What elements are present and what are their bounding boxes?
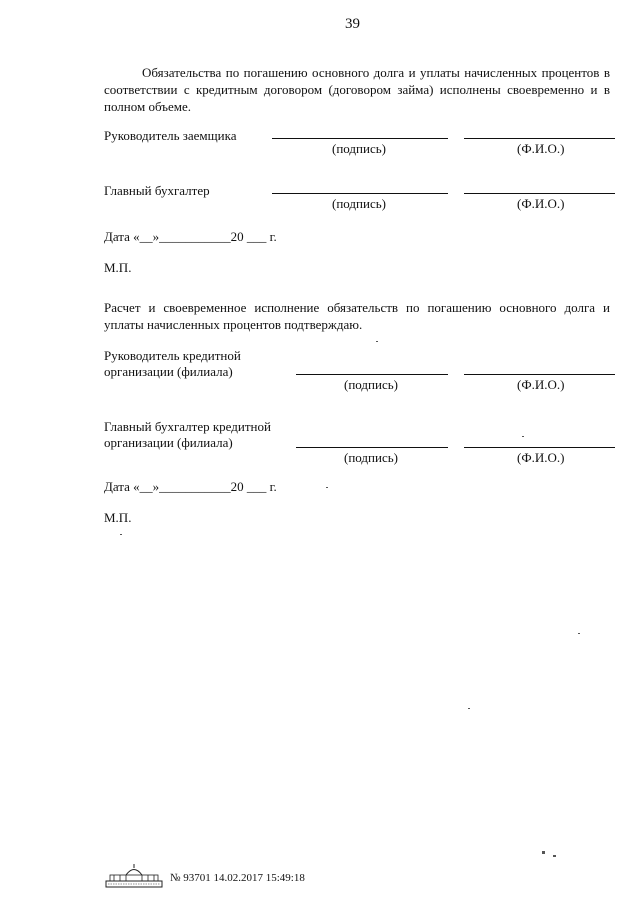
name-caption: (Ф.И.О.) (517, 450, 565, 465)
signature-caption: (подпись) (344, 377, 398, 392)
name-caption: (Ф.И.О.) (517, 141, 565, 156)
scan-speck (578, 633, 580, 634)
confirmation-paragraph: Расчет и своевременное исполнение обязательств по погашению основного долга и уплаты начисленных процентов подтверждаю. (104, 300, 610, 332)
scan-speck (522, 436, 524, 437)
bank-accountant-signature-line (296, 447, 448, 448)
borrower-seal-mark: М.П. (104, 260, 132, 275)
borrower-head-name-line (464, 138, 615, 139)
bank-date-line: Дата «__»___________20 ___ г. (104, 479, 277, 494)
obligations-paragraph: Обязательства по погашению основного долга и уплаты начисленных процентов в соответствии с кредитным договором (договором займа) исполнены своевременно и в полном объеме. (104, 65, 610, 114)
bank-accountant-name-line (464, 447, 615, 448)
scan-speck (542, 851, 545, 854)
borrower-head-signature-line (272, 138, 448, 139)
name-caption: (Ф.И.О.) (517, 196, 565, 211)
bank-accountant-label-line2: организации (филиала) (104, 435, 233, 450)
signature-caption: (подпись) (344, 450, 398, 465)
scan-speck (553, 855, 556, 857)
scan-speck (120, 534, 122, 535)
bank-seal-mark: М.П. (104, 510, 132, 525)
document-stamp-number: № 93701 14.02.2017 15:49:18 (170, 872, 305, 884)
page-number: 39 (345, 16, 360, 32)
building-stamp-icon (104, 862, 164, 888)
borrower-accountant-name-line (464, 193, 615, 194)
signature-caption: (подпись) (332, 141, 386, 156)
bank-accountant-label-line1: Главный бухгалтер кредитной (104, 419, 271, 434)
scan-speck (468, 708, 470, 709)
borrower-accountant-signature-line (272, 193, 448, 194)
name-caption: (Ф.И.О.) (517, 377, 565, 392)
signature-caption: (подпись) (332, 196, 386, 211)
borrower-head-label: Руководитель заемщика (104, 128, 237, 143)
borrower-date-line: Дата «__»___________20 ___ г. (104, 229, 277, 244)
bank-head-signature-line (296, 374, 448, 375)
bank-head-label-line2: организации (филиала) (104, 364, 233, 379)
scan-speck (326, 487, 328, 488)
bank-head-label-line1: Руководитель кредитной (104, 348, 241, 363)
borrower-accountant-label: Главный бухгалтер (104, 183, 210, 198)
scan-speck (376, 341, 378, 342)
bank-head-name-line (464, 374, 615, 375)
